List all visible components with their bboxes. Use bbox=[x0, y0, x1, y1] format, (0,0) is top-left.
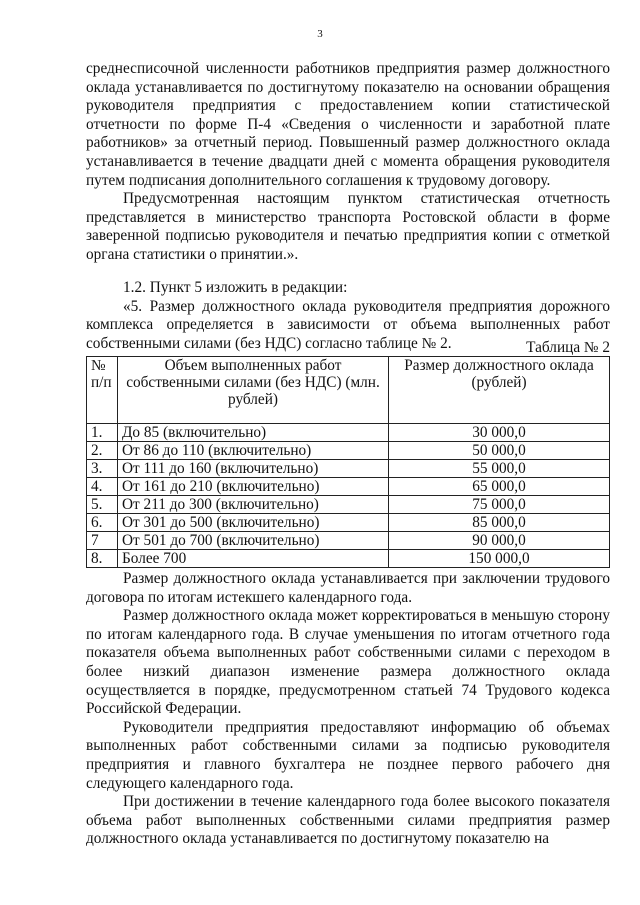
paragraph: Размер должностного оклада устанавливается при заключении трудового договора по итогам истекшего календарного года. bbox=[86, 570, 610, 606]
text-block-bottom bbox=[86, 570, 610, 849]
cell-salary: 65 000,0 bbox=[389, 478, 610, 496]
cell-volume: От 501 до 700 (включительно) bbox=[118, 532, 389, 550]
table-row bbox=[87, 550, 610, 568]
salary-table bbox=[86, 356, 610, 568]
table-row bbox=[87, 478, 610, 496]
item-text: «5. Размер должностного оклада руководителя предприятия дорожного комплекса определяется в зависимости от объема выполненных работ собственными силами (без НДС) согласно таблице № 2. bbox=[86, 297, 610, 352]
item-heading: 1.2. Пункт 5 изложить в редакции: bbox=[123, 279, 348, 296]
paragraph: При достижении в течение календарного года более высокого показателя объема работ выполненных собственными силами предприятия размер должностного оклада устанавливается по достигнутому показателю на bbox=[86, 793, 610, 848]
table-row bbox=[87, 424, 610, 442]
cell-volume: От 301 до 500 (включительно) bbox=[118, 514, 389, 532]
cell-salary: 75 000,0 bbox=[389, 496, 610, 514]
cell-number: 4. bbox=[87, 478, 118, 496]
column-header-salary: Размер должностного оклада (рублей) bbox=[389, 357, 610, 424]
cell-number: 3. bbox=[87, 460, 118, 478]
cell-salary: 85 000,0 bbox=[389, 514, 610, 532]
cell-number: 1. bbox=[87, 424, 118, 442]
table-row bbox=[87, 442, 610, 460]
cell-number: 6. bbox=[87, 514, 118, 532]
cell-volume: До 85 (включительно) bbox=[118, 424, 389, 442]
cell-salary: 50 000,0 bbox=[389, 442, 610, 460]
cell-salary: 30 000,0 bbox=[389, 424, 610, 442]
cell-number: 5. bbox=[87, 496, 118, 514]
table-caption: Таблица № 2 bbox=[526, 339, 610, 356]
column-header-number: № п/п bbox=[87, 357, 118, 424]
table-row bbox=[87, 496, 610, 514]
cell-number: 2. bbox=[87, 442, 118, 460]
cell-volume: Более 700 bbox=[118, 550, 389, 568]
paragraph: Размер должностного оклада может корректироваться в меньшую сторону по итогам календарного года. В случае уменьшения по итогам отчетного года показателя объема выполненных работ собственными силами с переходом в более низкий диапазон изменение размера должностного оклада осуществляется в порядке, предусмотренном статьей 74 Трудового кодекса Российской Федерации. bbox=[86, 607, 610, 718]
table-row bbox=[87, 532, 610, 550]
cell-volume: От 211 до 300 (включительно) bbox=[118, 496, 389, 514]
table-row bbox=[87, 514, 610, 532]
cell-number: 8. bbox=[87, 550, 118, 568]
text-block-top bbox=[86, 60, 610, 265]
cell-number: 7 bbox=[87, 532, 118, 550]
cell-volume: От 86 до 110 (включительно) bbox=[118, 442, 389, 460]
cell-salary: 150 000,0 bbox=[389, 550, 610, 568]
cell-salary: 90 000,0 bbox=[389, 532, 610, 550]
cell-salary: 55 000,0 bbox=[389, 460, 610, 478]
column-header-volume: Объем выполненных работ собственными силами (без НДС) (млн. рублей) bbox=[118, 357, 389, 424]
table-row bbox=[87, 460, 610, 478]
paragraph: среднесписочной численности работников предприятия размер должностного оклада устанавливается по достигнутому показателю на основании обращения руководителя предприятия с предоставлением копии статистической отчетности по форме П-4 «Сведения о численности и заработной плате работников» за отчетный период. Повышенный размер должностного оклада устанавливается в течение двадцати дней с момента обращения руководителя путем подписания дополнительного соглашения к трудовому договору. bbox=[86, 60, 610, 189]
paragraph: Руководители предприятия предоставляют информацию об объемах выполненных работ собственными силами за подписью руководителя предприятия и главного бухгалтера не позднее первого рабочего дня следующего календарного года. bbox=[86, 718, 610, 792]
table-header-row bbox=[87, 357, 610, 424]
cell-volume: От 111 до 160 (включительно) bbox=[118, 460, 389, 478]
cell-volume: От 161 до 210 (включительно) bbox=[118, 478, 389, 496]
paragraph: Предусмотренная настоящим пунктом статистическая отчетность представляется в министерство транспорта Ростовской области в форме заверенной подписью руководителя и печатью предприятия копии с отметкой органа статистики о принятии.». bbox=[86, 190, 610, 263]
page-number: 3 bbox=[317, 28, 323, 40]
